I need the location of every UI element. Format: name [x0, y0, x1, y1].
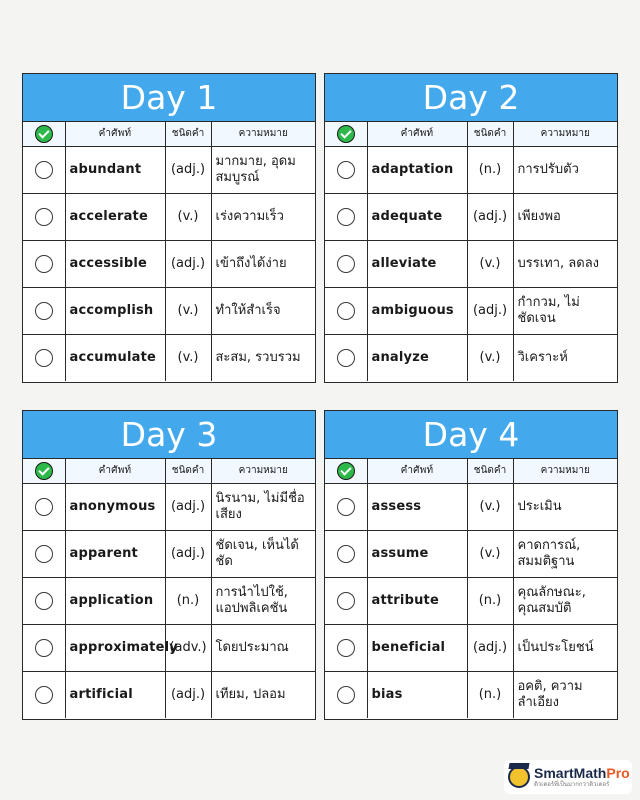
meaning-cell: การปรับตัว [513, 146, 617, 193]
type-cell: (n.) [165, 577, 211, 624]
table-row [23, 624, 315, 671]
checkbox-circle-icon[interactable] [337, 498, 355, 516]
word-cell: abundant [65, 146, 165, 193]
word-cell: anonymous [65, 483, 165, 530]
table-row [325, 483, 617, 530]
meaning-cell: วิเคราะห์ [513, 334, 617, 381]
meaning-cell: ทำให้สำเร็จ [211, 287, 315, 334]
table-row [325, 671, 617, 718]
word-cell: assume [367, 530, 467, 577]
word-cell: accelerate [65, 193, 165, 240]
meaning-cell: การนำไปใช้, แอปพลิเคชัน [211, 577, 315, 624]
checkbox-circle-icon[interactable] [337, 545, 355, 563]
type-cell: (adv.) [165, 624, 211, 671]
meaning-cell: เพียงพอ [513, 193, 617, 240]
type-cell: (adj.) [467, 287, 513, 334]
header-row [23, 122, 315, 146]
table-row [23, 287, 315, 334]
word-cell: alleviate [367, 240, 467, 287]
word-cell: analyze [367, 334, 467, 381]
checkbox-circle-icon[interactable] [35, 302, 53, 320]
checkbox-circle-icon[interactable] [337, 208, 355, 226]
meaning-cell: ชัดเจน, เห็นได้ชัด [211, 530, 315, 577]
word-cell: ambiguous [367, 287, 467, 334]
checkbox-circle-icon[interactable] [337, 255, 355, 273]
table-row [325, 193, 617, 240]
type-cell: (adj.) [165, 483, 211, 530]
vocab-table [325, 459, 617, 718]
header-type: ชนิดคำ [165, 122, 211, 146]
header-word: คำศัพท์ [65, 122, 165, 146]
meaning-cell: เทียม, ปลอม [211, 671, 315, 718]
table-row [325, 334, 617, 381]
card-title: Day 4 [325, 411, 617, 459]
checkbox-circle-icon[interactable] [337, 639, 355, 657]
type-cell: (n.) [467, 577, 513, 624]
checkmark-icon [35, 125, 53, 143]
brand-logo [504, 760, 632, 794]
type-cell: (v.) [165, 287, 211, 334]
type-cell: (adj.) [165, 671, 211, 718]
word-cell: adaptation [367, 146, 467, 193]
checkbox-circle-icon[interactable] [35, 592, 53, 610]
checkmark-icon [35, 462, 53, 480]
meaning-cell: เข้าถึงได้ง่าย [211, 240, 315, 287]
header-word: คำศัพท์ [367, 459, 467, 483]
meaning-cell: คาดการณ์, สมมติฐาน [513, 530, 617, 577]
vocab-card-1 [22, 73, 316, 383]
word-cell: accumulate [65, 334, 165, 381]
word-cell: beneficial [367, 624, 467, 671]
checkbox-circle-icon[interactable] [337, 686, 355, 704]
word-cell: accomplish [65, 287, 165, 334]
table-row [325, 577, 617, 624]
vocab-table [325, 122, 617, 381]
meaning-cell: มากมาย, อุดมสมบูรณ์ [211, 146, 315, 193]
table-row [23, 240, 315, 287]
checkbox-circle-icon[interactable] [337, 592, 355, 610]
word-cell: application [65, 577, 165, 624]
type-cell: (v.) [165, 334, 211, 381]
header-meaning: ความหมาย [211, 459, 315, 483]
meaning-cell: สะสม, รวบรวม [211, 334, 315, 381]
type-cell: (n.) [467, 671, 513, 718]
word-cell: bias [367, 671, 467, 718]
header-type: ชนิดคำ [467, 122, 513, 146]
meaning-cell: บรรเทา, ลดลง [513, 240, 617, 287]
checkmark-icon [337, 125, 355, 143]
word-cell: attribute [367, 577, 467, 624]
word-cell: accessible [65, 240, 165, 287]
table-row [23, 671, 315, 718]
table-row [23, 193, 315, 240]
table-row [23, 334, 315, 381]
brand-tagline: ติวเตอร์ที่เป็นมากกว่าติวเตอร์ [534, 780, 610, 788]
table-row [325, 624, 617, 671]
checkbox-circle-icon[interactable] [35, 639, 53, 657]
card-title: Day 2 [325, 74, 617, 122]
meaning-cell: อคติ, ความลำเอียง [513, 671, 617, 718]
meaning-cell: กำกวม, ไม่ชัดเจน [513, 287, 617, 334]
type-cell: (adj.) [165, 146, 211, 193]
brand-name: SmartMathPro [534, 764, 630, 781]
type-cell: (v.) [467, 240, 513, 287]
word-cell: approximately [65, 624, 165, 671]
vocab-table [23, 122, 315, 381]
type-cell: (adj.) [165, 530, 211, 577]
checkbox-circle-icon[interactable] [35, 545, 53, 563]
type-cell: (n.) [467, 146, 513, 193]
meaning-cell: เป็นประโยชน์ [513, 624, 617, 671]
table-row [325, 287, 617, 334]
checkbox-circle-icon[interactable] [337, 349, 355, 367]
table-row [23, 530, 315, 577]
type-cell: (adj.) [165, 240, 211, 287]
card-title: Day 1 [23, 74, 315, 122]
header-type: ชนิดคำ [165, 459, 211, 483]
table-row [23, 146, 315, 193]
checkbox-circle-icon[interactable] [35, 255, 53, 273]
vocab-table [23, 459, 315, 718]
meaning-cell: คุณลักษณะ, คุณสมบัติ [513, 577, 617, 624]
meaning-cell: ประเมิน [513, 483, 617, 530]
type-cell: (v.) [467, 530, 513, 577]
table-row [325, 240, 617, 287]
header-row [325, 459, 617, 483]
vocab-card-4 [324, 410, 618, 720]
vocab-card-3 [22, 410, 316, 720]
graduation-cap-icon [508, 766, 530, 788]
header-meaning: ความหมาย [513, 122, 617, 146]
header-type: ชนิดคำ [467, 459, 513, 483]
checkbox-circle-icon[interactable] [35, 686, 53, 704]
checkbox-circle-icon[interactable] [35, 208, 53, 226]
type-cell: (v.) [467, 483, 513, 530]
word-cell: apparent [65, 530, 165, 577]
header-row [23, 459, 315, 483]
checkbox-circle-icon[interactable] [337, 302, 355, 320]
word-cell: artificial [65, 671, 165, 718]
meaning-cell: เร่งความเร็ว [211, 193, 315, 240]
header-meaning: ความหมาย [211, 122, 315, 146]
checkmark-icon [337, 462, 355, 480]
table-row [23, 577, 315, 624]
type-cell: (v.) [467, 334, 513, 381]
word-cell: adequate [367, 193, 467, 240]
type-cell: (adj.) [467, 624, 513, 671]
table-row [325, 530, 617, 577]
vocab-card-2 [324, 73, 618, 383]
type-cell: (v.) [165, 193, 211, 240]
checkbox-circle-icon[interactable] [337, 161, 355, 179]
type-cell: (adj.) [467, 193, 513, 240]
header-row [325, 122, 617, 146]
header-meaning: ความหมาย [513, 459, 617, 483]
word-cell: assess [367, 483, 467, 530]
checkbox-circle-icon[interactable] [35, 498, 53, 516]
table-row [23, 483, 315, 530]
header-word: คำศัพท์ [367, 122, 467, 146]
card-title: Day 3 [23, 411, 315, 459]
meaning-cell: โดยประมาณ [211, 624, 315, 671]
header-word: คำศัพท์ [65, 459, 165, 483]
table-row [325, 146, 617, 193]
meaning-cell: นิรนาม, ไม่มีชื่อเสียง [211, 483, 315, 530]
checkbox-circle-icon[interactable] [35, 161, 53, 179]
checkbox-circle-icon[interactable] [35, 349, 53, 367]
